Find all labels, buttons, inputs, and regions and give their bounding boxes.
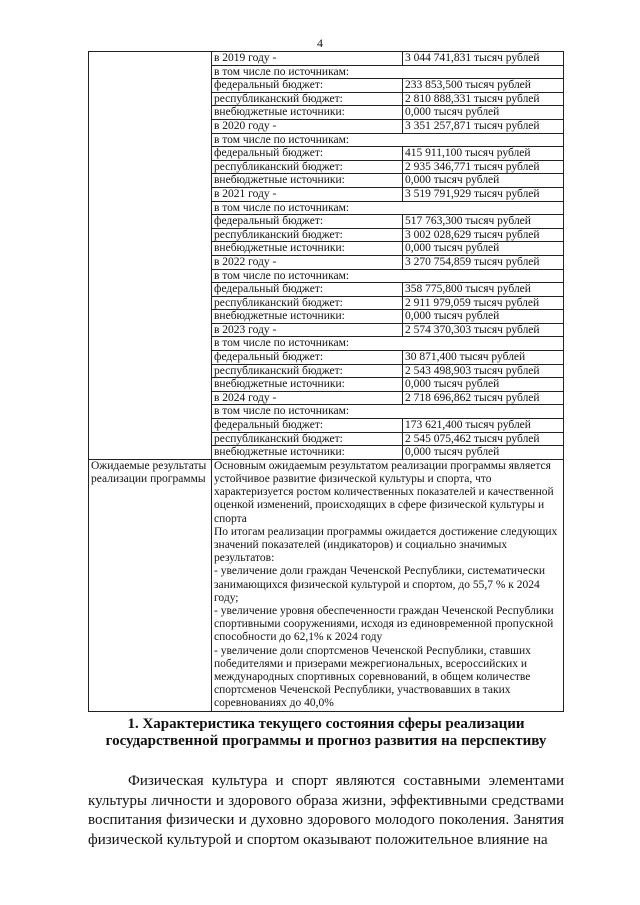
source-label: внебюджетные источники: <box>212 242 403 256</box>
source-value: 233 853,500 тысяч рублей <box>403 79 564 93</box>
source-value: 0,000 тысяч рублей <box>403 446 564 460</box>
source-value: 517 763,300 тысяч рублей <box>403 215 564 229</box>
source-label: республиканский бюджет: <box>212 92 403 106</box>
source-label: республиканский бюджет: <box>212 296 403 310</box>
source-label: федеральный бюджет: <box>212 147 403 161</box>
source-value: 173 621,400 тысяч рублей <box>403 419 564 433</box>
year-label: в 2024 году - <box>212 391 403 405</box>
source-label: республиканский бюджет: <box>212 228 403 242</box>
year-total: 2 574 370,303 тысяч рублей <box>403 323 564 337</box>
results-row <box>89 459 564 711</box>
financing-left-cell <box>89 52 212 460</box>
section-heading: 1. Характеристика текущего состояния сферы реализации государственной программы и прогноз развития на перспективу <box>105 716 547 749</box>
source-label: федеральный бюджет: <box>212 283 403 297</box>
sources-label: в том числе по источникам: <box>212 405 564 419</box>
sources-label: в том числе по источникам: <box>212 269 564 283</box>
source-label: федеральный бюджет: <box>212 351 403 365</box>
source-label: внебюджетные источники: <box>212 446 403 460</box>
year-label: в 2021 году - <box>212 187 403 201</box>
financing-table-body <box>89 52 564 712</box>
year-total: 3 044 741,831 тысяч рублей <box>403 52 564 66</box>
sources-label: в том числе по источникам: <box>212 133 564 147</box>
source-value: 2 543 498,903 тысяч рублей <box>403 364 564 378</box>
source-label: внебюджетные источники: <box>212 174 403 188</box>
results-paragraph: Основным ожидаемым результатом реализации программы является устойчивое развитие физической культуры и спорта, что характеризуется ростом количественных показателей и качественной оценкой изменений, происходящих в сфере физической культуры и спорта <box>214 459 554 525</box>
source-label: внебюджетные источники: <box>212 378 403 392</box>
source-label: внебюджетные источники: <box>212 106 403 120</box>
sources-label: в том числе по источникам: <box>212 201 564 215</box>
year-label: в 2023 году - <box>212 323 403 337</box>
year-label: в 2022 году - <box>212 255 403 269</box>
source-value: 3 002 028,629 тысяч рублей <box>403 228 564 242</box>
year-label: в 2019 году - <box>212 52 403 66</box>
results-paragraph: - увеличение уровня обеспеченности граждан Чеченской Республики спортивными сооружениями, исходя из единовременной пропускной способности до 62,1% к 2024 году <box>214 605 554 644</box>
results-paragraph: По итогам реализации программы ожидается достижение следующих значений показателей (индикаторов) и социально значимых результатов: <box>214 525 558 565</box>
section-body-paragraph: Физическая культура и спорт являются составными элементами культуры личности и здорового образа жизни, эффективными средствами воспитания физически и духовно здорового молодого поколения. Занятия физической культурой и спортом оказывают положительное влияние на <box>88 773 564 848</box>
source-value: 2 810 888,331 тысяч рублей <box>403 92 564 106</box>
source-label: федеральный бюджет: <box>212 419 403 433</box>
source-label: республиканский бюджет: <box>212 364 403 378</box>
source-label: внебюджетные источники: <box>212 310 403 324</box>
year-total: 3 351 257,871 тысяч рублей <box>403 119 564 133</box>
source-value: 2 935 346,771 тысяч рублей <box>403 160 564 174</box>
page-number: 4 <box>317 36 323 50</box>
source-value: 0,000 тысяч рублей <box>403 106 564 120</box>
results-paragraph: - увеличение доли граждан Чеченской Республики, систематически занимающихся физической культурой и спортом, до 55,7 % к 2024 году; <box>214 565 546 604</box>
sources-label: в том числе по источникам: <box>212 65 564 79</box>
results-paragraph: - увеличение доли спортсменов Чеченской Республики, ставших победителями и призерами межрегиональных, всероссийских и международных спортивных соревнований, в общем количестве спортсменов Чеченской Республики, участвовавших в таких соревнованиях до 40,0% <box>214 644 531 710</box>
source-label: федеральный бюджет: <box>212 215 403 229</box>
source-label: республиканский бюджет: <box>212 160 403 174</box>
results-content <box>212 459 564 711</box>
source-value: 0,000 тысяч рублей <box>403 310 564 324</box>
source-value: 0,000 тысяч рублей <box>403 174 564 188</box>
source-value: 0,000 тысяч рублей <box>403 242 564 256</box>
year-total: 3 519 791,929 тысяч рублей <box>403 187 564 201</box>
year-label: в 2020 году - <box>212 119 403 133</box>
source-value: 0,000 тысяч рублей <box>403 378 564 392</box>
year-total: 3 270 754,859 тысяч рублей <box>403 255 564 269</box>
source-value: 2 545 075,462 тысяч рублей <box>403 432 564 446</box>
source-value: 358 775,800 тысяч рублей <box>403 283 564 297</box>
results-label: Ожидаемые результаты реализации программы <box>89 459 212 711</box>
sources-label: в том числе по источникам: <box>212 337 564 351</box>
year-total: 2 718 696,862 тысяч рублей <box>403 391 564 405</box>
table-row <box>89 52 564 66</box>
source-value: 2 911 979,059 тысяч рублей <box>403 296 564 310</box>
source-label: республиканский бюджет: <box>212 432 403 446</box>
source-value: 30 871,400 тысяч рублей <box>403 351 564 365</box>
financing-table <box>88 51 564 712</box>
source-label: федеральный бюджет: <box>212 79 403 93</box>
source-value: 415 911,100 тысяч рублей <box>403 147 564 161</box>
